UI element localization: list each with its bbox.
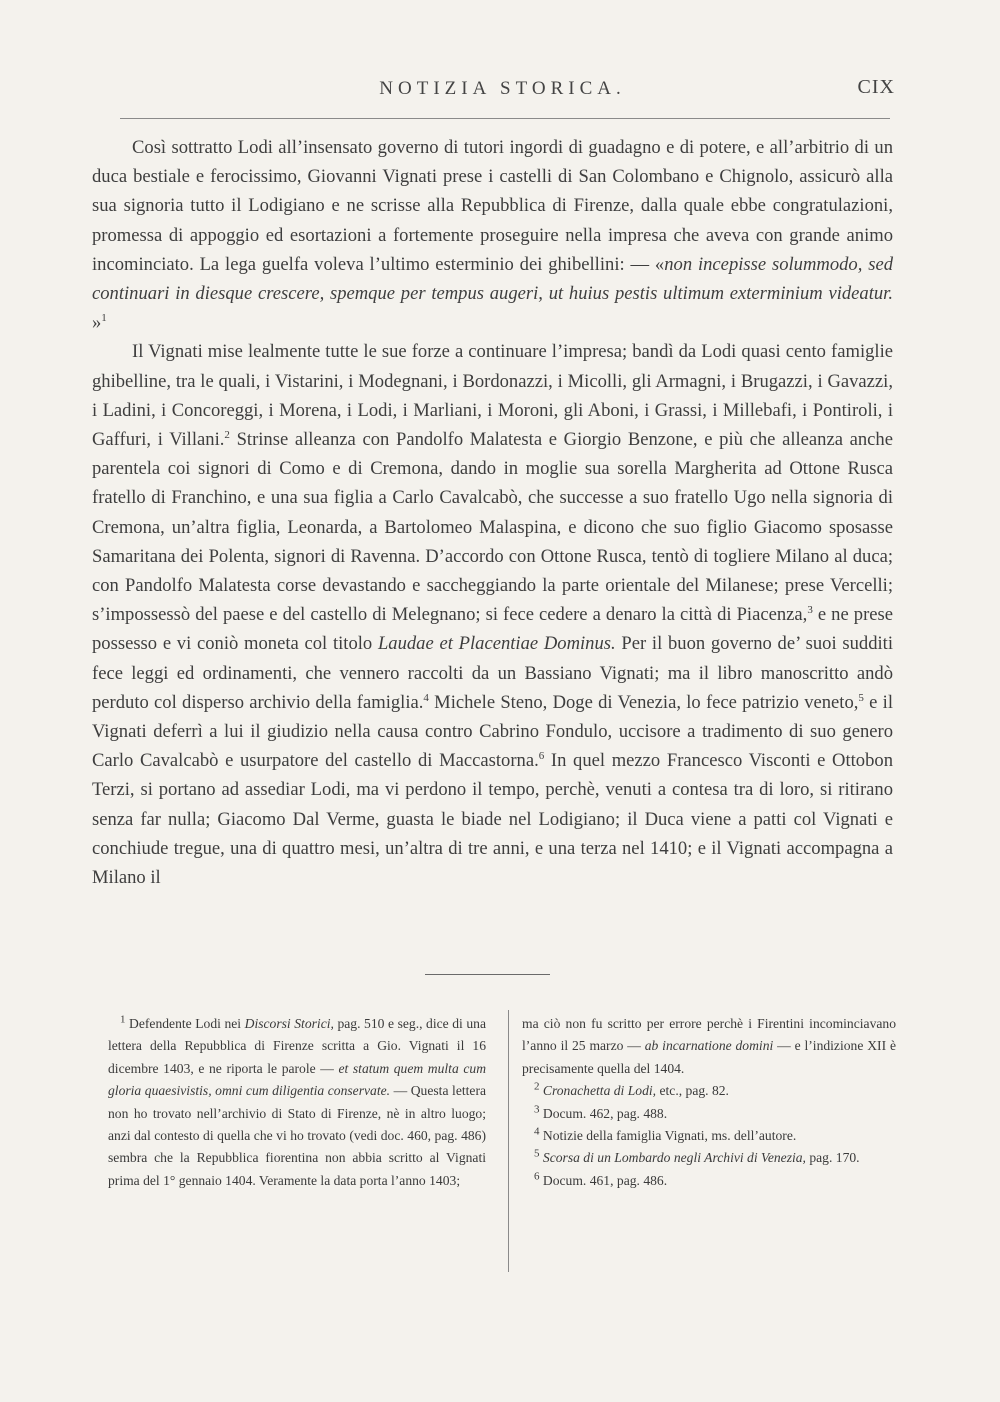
note-ref-5: 5 (858, 691, 864, 704)
note-ref-4: 4 (423, 691, 429, 704)
footnote-1-text-b: pag. 510 e seg., dice di una lettera della Repubblica di Firenze scritta a Gio. Vignati il 16 dicembre 1403, e ne riporta le parole — (108, 1016, 486, 1076)
paragraph-2-text-c: e ne prese possesso e vi coniò moneta col titolo (92, 604, 893, 655)
footnote-2-mark: 2 (534, 1080, 540, 1093)
footnote-5-text: pag. 170. (805, 1150, 860, 1166)
note-ref-3: 3 (807, 604, 813, 617)
footnote-5 (522, 1147, 896, 1169)
footnote-1-text-a: Defendente Lodi nei (125, 1016, 245, 1031)
paragraph-2-text-g: In quel mezzo Francesco Visconti e Ottobon Terzi, si portano ad assediar Lodi, ma vi perdono il tempo, perchè, venuti a contesa tra di loro, si ritirano senza far nulla; Giacomo Dal Verme, guasta le biade nel Lodigiano; il Duca viene a patti col Vignati e conchiude tregue, una di quattro mesi, un’altra di tre anni, e una terza nel 1410; e il Vignati accompagna a Milano il (92, 750, 893, 889)
page-header (110, 74, 895, 106)
page-number: CIX (857, 76, 895, 98)
footnotes-right-column (522, 1013, 896, 1192)
paragraph-2-text-b: Strinse alleanza con Pandolfo Malatesta e Giorgio Benzone, e più che alleanza anche parentela coi signori di Como e di Cremona, dando in moglie sua sorella Margherita ad Ottone Rusca fratello di Franchino, e una sua figlia a Carlo Cavalcabò, che successe a suo fratello Ugo nella signoria di Cremona, un’altra figlia, Leonarda, a Bartolomeo Malaspina, e dicono che suo figlio Giacomo sposasse Samaritana dei Polenta, signori di Ravenna. D’accordo con Ottone Rusca, tentò di togliere Milano al duca; con Pandolfo Malatesta corse devastando e saccheggiando la parte orientale del Milanese; prese Vercelli; s’impossessò del paese e del castello di Melegnano; si fece cedere a denaro la città di Piacenza, (92, 429, 893, 626)
footnote-2-text: etc., pag. 82. (656, 1083, 729, 1099)
note-ref-2: 2 (224, 428, 230, 441)
footnote-column-divider (508, 1010, 509, 1272)
footnote-1-mark: 1 (120, 1013, 126, 1026)
footnote-1-text-c: — Questa lettera non ho trovato nell’archivio di Stato di Firenze, nè in altro luogo; anzi dal contesto di quella che vi ho trovato (vedi doc. 460, pag. 486) sembra che la Repubblica fiorentina non abbia scritto al Vignati prima del 1° gennaio 1404. Veramente la data porta l’anno 1403; (108, 1083, 486, 1188)
paragraph-2-text-f: e il Vignati deferrì a lui il giudizio nella causa contro Cabrino Fondulo, uccisore a tradimento di suo genero Carlo Cavalcabò e usurpatore del castello di Maccastorna. (92, 691, 893, 772)
running-head: NOTIZIA STORICA. (379, 78, 626, 99)
paragraph-2-text-e: Michele Steno, Doge di Venezia, lo fece patrizio veneto, (428, 691, 859, 713)
footnote-4-text: Notizie della famiglia Vignati, ms. dell’autore. (539, 1128, 797, 1144)
footnote-4-mark: 4 (534, 1125, 540, 1138)
footnote-1-title: Discorsi Storici, (244, 1016, 334, 1031)
footnote-3-text: Docum. 462, pag. 488. (539, 1105, 668, 1121)
footnote-1 (108, 1013, 486, 1192)
footnote-3-mark: 3 (534, 1103, 540, 1116)
paragraph-2-text-a: Il Vignati mise lealmente tutte le sue forze a continuare l’impresa; bandì da Lodi quasi cento famiglie ghibelline, tra le quali, i Vistarini, i Modegnani, i Bordonazzi, i Micolli, gli Armagni, i Brugazzi, i Gavazzi, i Ladini, i Concoreggi, i Morena, i Lodi, i Marliani, i Moroni, gli Aboni, i Grassi, i Millebafi, i Pontiroli, i Gaffuri, i Villani. (92, 341, 893, 451)
footnote-5-mark: 5 (534, 1147, 540, 1160)
footnote-5-title: Scorsa di un Lombardo negli Archivi di Venezia, (542, 1150, 806, 1166)
footnote-4 (522, 1125, 896, 1147)
note-ref-1: 1 (101, 312, 107, 325)
footnote-1-continued (522, 1013, 896, 1080)
footnote-6-mark: 6 (534, 1170, 540, 1183)
note-ref-6: 6 (538, 750, 545, 763)
latin-quotation: non incepisse solummodo, sed continuari in diesque crescere, spemque per tempus augeri, ut huius pestis ultimum exterminium videatur. (92, 253, 893, 305)
footnote-3 (522, 1103, 896, 1125)
footnote-1-cont-text-a: ma ciò non fu scritto per errore perchè i Firentini incominciavano l’anno il 25 marzo — (522, 1016, 896, 1054)
paragraph-1-text: Così sottratto Lodi all’insensato governo di tutori ingordi di guadagno e di potere, e all’arbitrio di un duca bestiale e ferocissimo, Giovanni Vignati prese i castelli di San Colombano e Chignolo, assicurò alla sua signoria tutto il Lodigiano e ne scrisse alla Repubblica di Firenze, dalla quale ebbe congratulazioni, promessa di appoggio ed esortazioni a fortemente proseguire nella impresa che aveva con grande animo incominciato. La lega guelfa voleva l’ultimo esterminio dei ghibellini: — « (92, 137, 893, 275)
footnote-6 (522, 1170, 896, 1192)
paragraph-2 (92, 337, 893, 892)
footnote-rule (425, 974, 550, 975)
footnote-6-text: Docum. 461, pag. 486. (539, 1172, 668, 1188)
footnote-2 (522, 1080, 896, 1102)
footnote-1-cont-latin: ab incarnatione domini (644, 1038, 774, 1054)
header-rule (120, 118, 890, 119)
coin-title: Laudae et Placentiae Dominus. (377, 633, 616, 655)
footnote-1-quote: et statum quem multa cum gloria quaesivistis, omni cum diligentia conservate. (108, 1060, 487, 1099)
footnote-1-cont-text-b: — e l’indizione XII è precisamente quella del 1404. (522, 1038, 896, 1076)
main-text (92, 133, 893, 892)
footnote-2-title: Cronachetta di Lodi, (542, 1083, 657, 1099)
paragraph-2-text-d: Per il buon governo de’ suoi sudditi fece leggi ed ordinamenti, che vennero raccolti da un Bassiano Vignati; ma il libro manoscritto andò perduto col disperso archivio della famiglia. (92, 633, 893, 713)
quote-close: » (92, 312, 102, 334)
footnotes-left-column (108, 1013, 486, 1192)
paragraph-1 (92, 133, 893, 337)
